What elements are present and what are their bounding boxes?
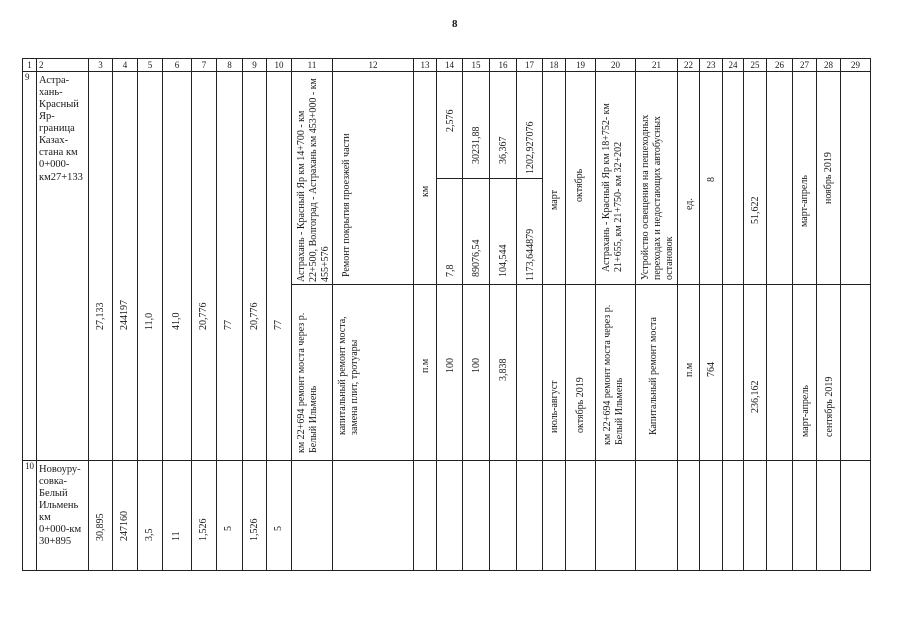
road-name-text: Новоуру- совка- Белый Ильмень км 0+000-км 30+895 bbox=[39, 464, 82, 548]
cell-value: 247160 bbox=[119, 511, 130, 541]
cell bbox=[636, 285, 678, 461]
col-header: 2 bbox=[37, 59, 89, 72]
cell bbox=[217, 72, 243, 461]
road-name-text: Астра- хань- Красный Яр- граница Казах- стана км 0+000- км27+133 bbox=[39, 75, 83, 183]
cell bbox=[490, 72, 517, 285]
cell-value: октябрь bbox=[574, 168, 585, 202]
cell bbox=[678, 72, 700, 285]
col-header: 10 bbox=[267, 59, 292, 72]
cell bbox=[333, 461, 414, 571]
cell bbox=[841, 285, 871, 461]
cell bbox=[596, 72, 636, 285]
cell-value: Капитальный ремонт моста bbox=[648, 317, 659, 435]
cell bbox=[700, 72, 723, 285]
cell-value: 104,544 bbox=[498, 244, 509, 277]
cell-value: 5 bbox=[273, 526, 284, 531]
cell bbox=[543, 461, 566, 571]
road-name bbox=[37, 461, 89, 571]
cell bbox=[192, 72, 217, 461]
col-header: 16 bbox=[490, 59, 517, 72]
cell bbox=[490, 461, 517, 571]
cell bbox=[163, 461, 192, 571]
cell bbox=[793, 285, 817, 461]
cell bbox=[138, 461, 163, 571]
cell-value: 20,776 bbox=[249, 302, 260, 330]
col-header: 25 bbox=[744, 59, 767, 72]
cell bbox=[292, 72, 333, 285]
cell bbox=[243, 461, 267, 571]
cell-value: 51,622 bbox=[750, 196, 761, 224]
cell-value: 7,8 bbox=[445, 264, 456, 277]
cell-value: 5 bbox=[223, 526, 234, 531]
cell bbox=[543, 72, 566, 285]
cell bbox=[566, 72, 596, 285]
cell-value: 236,162 bbox=[750, 380, 761, 413]
cell bbox=[414, 461, 437, 571]
cell bbox=[437, 461, 463, 571]
cell bbox=[678, 285, 700, 461]
cell bbox=[767, 285, 793, 461]
cell-value: км bbox=[420, 185, 431, 197]
table-row bbox=[23, 461, 871, 571]
row-number: 10 bbox=[23, 461, 37, 571]
cell bbox=[243, 72, 267, 461]
cell-value: км 22+694 ремонт моста через р. Белый Ильмень bbox=[296, 312, 319, 453]
cell-value: Астрахань - Красный Яр км 14+700 - км 22+500, Волгоград - Астрахань км 453+000 - км 455+576 bbox=[296, 78, 331, 282]
col-header: 11 bbox=[292, 59, 333, 72]
cell-value: 2,576 bbox=[445, 109, 456, 132]
cell bbox=[292, 285, 333, 461]
cell-value: 3,838 bbox=[498, 358, 509, 381]
table-row bbox=[23, 72, 871, 285]
cell-value: 77 bbox=[223, 320, 234, 330]
cell-value: 1202,927076 bbox=[525, 121, 536, 174]
cell-value: март-апрель bbox=[799, 175, 810, 227]
cell bbox=[566, 285, 596, 461]
cell bbox=[817, 72, 841, 285]
cell-value: 1173,644879 bbox=[525, 228, 536, 281]
cell bbox=[414, 72, 437, 285]
cell-value: 36,367 bbox=[498, 136, 509, 164]
header-row bbox=[23, 59, 871, 72]
cell-value: 1,526 bbox=[249, 518, 260, 541]
cell bbox=[700, 461, 723, 571]
cell bbox=[437, 72, 463, 285]
road-name bbox=[37, 72, 89, 461]
cell bbox=[333, 285, 414, 461]
cell bbox=[490, 285, 517, 461]
cell bbox=[793, 72, 817, 285]
cell bbox=[517, 285, 543, 461]
cell-value: 11 bbox=[171, 531, 182, 541]
col-header: 17 bbox=[517, 59, 543, 72]
page-number: 8 bbox=[452, 18, 458, 30]
cell bbox=[566, 461, 596, 571]
cell-value: 20,776 bbox=[198, 302, 209, 330]
col-header: 23 bbox=[700, 59, 723, 72]
cell bbox=[267, 72, 292, 461]
cell-value: 11,0 bbox=[144, 312, 155, 330]
cell-value: июль-август bbox=[549, 380, 560, 433]
cell-value: Астрахань - Красный Яр км 18+752- км 21+655, км 21+750- км 32+202 bbox=[601, 103, 624, 272]
col-header: 19 bbox=[566, 59, 596, 72]
cell bbox=[414, 285, 437, 461]
cell-value: ед. bbox=[684, 198, 695, 210]
col-header: 1 bbox=[23, 59, 37, 72]
col-header: 22 bbox=[678, 59, 700, 72]
cell-value: капитальный ремонт моста, замена плит, тротуары bbox=[337, 316, 360, 435]
col-header: 6 bbox=[163, 59, 192, 72]
cell-value: п.м bbox=[420, 358, 431, 373]
cell-value: 41,0 bbox=[171, 312, 182, 330]
cell bbox=[463, 72, 490, 285]
cell bbox=[723, 461, 744, 571]
cell-value: 100 bbox=[445, 358, 456, 373]
col-header: 13 bbox=[414, 59, 437, 72]
cell-value: 30,895 bbox=[95, 513, 106, 541]
cell-value: п.м bbox=[684, 362, 695, 377]
col-header: 27 bbox=[793, 59, 817, 72]
cell-value: 764 bbox=[706, 362, 717, 377]
cell bbox=[333, 72, 414, 285]
cell-value: 89076,54 bbox=[471, 239, 482, 277]
cell bbox=[113, 461, 138, 571]
col-header: 8 bbox=[217, 59, 243, 72]
cell-value: км 22+694 ремонт моста через р. Белый Ильмень bbox=[602, 304, 625, 445]
col-header: 21 bbox=[636, 59, 678, 72]
cell bbox=[636, 461, 678, 571]
cell bbox=[700, 285, 723, 461]
row-number: 9 bbox=[23, 72, 37, 461]
cell bbox=[841, 461, 871, 571]
cell bbox=[744, 285, 767, 461]
cell-value: 1,526 bbox=[198, 518, 209, 541]
col-header: 9 bbox=[243, 59, 267, 72]
cell-value: 100 bbox=[471, 358, 482, 373]
col-header: 20 bbox=[596, 59, 636, 72]
cell bbox=[463, 461, 490, 571]
cell-value: 30231,88 bbox=[471, 126, 482, 164]
cell bbox=[767, 461, 793, 571]
cell-value: сентябрь 2019 bbox=[824, 376, 835, 437]
cell bbox=[723, 285, 744, 461]
cell bbox=[163, 72, 192, 461]
col-header: 18 bbox=[543, 59, 566, 72]
cell bbox=[744, 461, 767, 571]
cell bbox=[89, 72, 113, 461]
cell bbox=[267, 461, 292, 571]
col-header: 28 bbox=[817, 59, 841, 72]
cell bbox=[89, 461, 113, 571]
cell bbox=[744, 72, 767, 285]
cell bbox=[596, 461, 636, 571]
cell-value: октябрь 2019 bbox=[575, 377, 586, 433]
col-header: 14 bbox=[437, 59, 463, 72]
col-header: 3 bbox=[89, 59, 113, 72]
cell bbox=[217, 461, 243, 571]
cell bbox=[636, 72, 678, 285]
col-header: 12 bbox=[333, 59, 414, 72]
cell-value: 8 bbox=[706, 177, 717, 182]
cell bbox=[723, 72, 744, 285]
col-header: 7 bbox=[192, 59, 217, 72]
cell bbox=[517, 72, 543, 285]
cell bbox=[138, 72, 163, 461]
cell-value: Ремонт покрытия проезжей части bbox=[341, 133, 352, 277]
cell-value: Устройство освещения на пешеходных переходах и недостающих автобусных остановок bbox=[640, 114, 675, 280]
cell-value: ноябрь 2019 bbox=[823, 152, 834, 204]
cell-value: 27,133 bbox=[95, 302, 106, 330]
col-header: 29 bbox=[841, 59, 871, 72]
cell bbox=[841, 72, 871, 285]
cell-value: март-апрель bbox=[800, 385, 811, 437]
cell bbox=[543, 285, 566, 461]
col-header: 26 bbox=[767, 59, 793, 72]
cell bbox=[463, 285, 490, 461]
col-header: 4 bbox=[113, 59, 138, 72]
cell bbox=[517, 461, 543, 571]
cell-value: 3,5 bbox=[144, 528, 155, 541]
cell bbox=[817, 461, 841, 571]
road-repair-table bbox=[22, 58, 871, 571]
col-header: 15 bbox=[463, 59, 490, 72]
cell-value: 244197 bbox=[119, 300, 130, 330]
cell bbox=[292, 461, 333, 571]
cell bbox=[437, 285, 463, 461]
cell-value: март bbox=[549, 190, 560, 210]
col-header: 5 bbox=[138, 59, 163, 72]
cell bbox=[767, 72, 793, 285]
cell-value: 77 bbox=[273, 320, 284, 330]
col-header: 24 bbox=[723, 59, 744, 72]
cell bbox=[113, 72, 138, 461]
cell bbox=[793, 461, 817, 571]
cell bbox=[192, 461, 217, 571]
cell bbox=[817, 285, 841, 461]
cell bbox=[678, 461, 700, 571]
cell bbox=[596, 285, 636, 461]
